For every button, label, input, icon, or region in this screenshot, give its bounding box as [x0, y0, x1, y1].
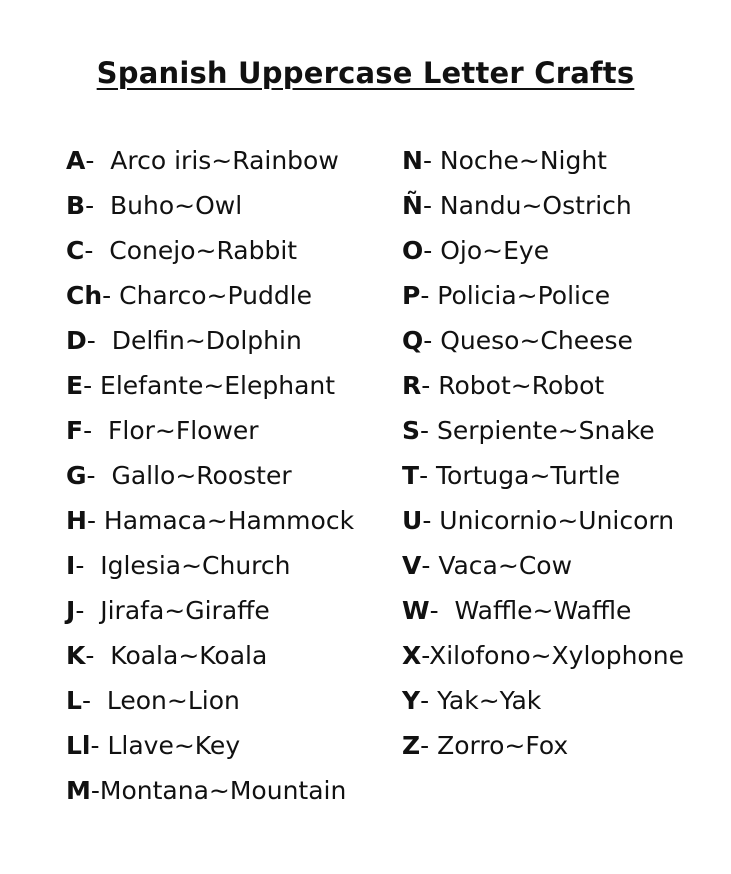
list-item-words: Waffle~Waffle [454, 596, 632, 625]
list-item [66, 142, 354, 187]
list-item-separator: - [420, 281, 438, 310]
list-item-letter: C [66, 236, 85, 265]
list-item-words: Nandu~Ostrich [439, 191, 632, 220]
list-item-separator: - [83, 371, 101, 400]
list-item-separator: - [421, 371, 439, 400]
list-item-words: Flor~Flower [108, 416, 259, 445]
list-item-words: Queso~Cheese [440, 326, 633, 355]
list-item [66, 232, 354, 277]
list-item-letter: I [66, 551, 76, 580]
list-item-words: Montana~Mountain [99, 776, 347, 805]
list-item-letter: Ch [66, 281, 103, 310]
list-item-letter: Ñ [402, 191, 423, 220]
list-item-separator: - [86, 461, 112, 490]
list-item-separator: - [423, 236, 441, 265]
list-item-separator: - [421, 641, 430, 670]
list-item-words: Leon~Lion [106, 686, 240, 715]
list-item [66, 547, 354, 592]
list-item-letter: H [66, 506, 87, 535]
page-title: Spanish Uppercase Letter Crafts [96, 56, 635, 90]
list-item-words: Koala~Koala [110, 641, 268, 670]
list-item-letter: X [402, 641, 422, 670]
list-item [402, 277, 684, 322]
list-item-separator: - [84, 236, 110, 265]
list-item-separator: - [421, 551, 439, 580]
list-item-words: Ojo~Eye [440, 236, 550, 265]
list-item [402, 232, 684, 277]
list-item-separator: - [423, 326, 441, 355]
list-item-words: Hamaca~Hammock [103, 506, 355, 535]
list-item-letter: F [66, 416, 84, 445]
list-item-words: Delfin~Dolphin [111, 326, 302, 355]
list-item-letter: W [402, 596, 430, 625]
list-item-words: Yak~Yak [437, 686, 542, 715]
list-item-words: Jirafa~Giraffe [100, 596, 270, 625]
list-item-letter: Z [402, 731, 421, 760]
list-item-letter: O [402, 236, 424, 265]
list-item-separator: - [422, 146, 440, 175]
list-item [66, 412, 354, 457]
list-item-letter: A [66, 146, 86, 175]
list-item-words: Charco~Puddle [119, 281, 313, 310]
list-item-separator: - [420, 731, 438, 760]
list-item [402, 367, 684, 412]
list-item-letter: R [402, 371, 422, 400]
list-item-words: Conejo~Rabbit [109, 236, 298, 265]
list-item [66, 457, 354, 502]
list-item [402, 187, 684, 232]
list-item [402, 502, 684, 547]
list-item-letter: S [402, 416, 421, 445]
list-item-letter: J [66, 596, 76, 625]
list-item [402, 727, 684, 772]
list-item [66, 367, 354, 412]
list-item-separator: - [75, 596, 101, 625]
list-item-words: Unicornio~Unicorn [439, 506, 675, 535]
list-item [66, 772, 354, 817]
list-item [402, 682, 684, 727]
list-item-separator: - [85, 191, 110, 220]
list-item-separator: - [85, 641, 111, 670]
list-item-letter: L [66, 686, 82, 715]
list-item [66, 502, 354, 547]
list-item-separator: - [86, 326, 112, 355]
list-item [402, 637, 684, 682]
list-item-separator: - [422, 506, 440, 535]
list-item [66, 727, 354, 772]
list-item-words: Elefante~Elephant [100, 371, 336, 400]
list-item-separator: - [420, 416, 437, 445]
list-item [66, 322, 354, 367]
list-item [402, 142, 684, 187]
list-item-words: Tortuga~Turtle [436, 461, 621, 490]
list-item-words: Gallo~Rooster [111, 461, 292, 490]
list-item-words: Iglesia~Church [100, 551, 291, 580]
list-item [402, 592, 684, 637]
list-item-letter: D [66, 326, 87, 355]
list-item [402, 457, 684, 502]
list-item-letter: N [402, 146, 423, 175]
list-item-letter: K [66, 641, 86, 670]
list-item-words: Serpiente~Snake [436, 416, 655, 445]
list-item-words: Vaca~Cow [438, 551, 573, 580]
left-column [66, 142, 354, 817]
list-item-letter: T [402, 461, 420, 490]
list-item-words: Arco iris~Rainbow [110, 146, 339, 175]
list-item-letter: U [402, 506, 423, 535]
list-item-letter: Ll [66, 731, 91, 760]
list-item-words: Zorro~Fox [437, 731, 569, 760]
list-item [66, 637, 354, 682]
list-item-letter: Y [402, 686, 421, 715]
list-item-separator: - [422, 191, 440, 220]
list-item-letter: M [66, 776, 91, 805]
list-item [66, 592, 354, 637]
right-column [402, 142, 684, 772]
list-item-separator: - [429, 596, 455, 625]
list-item-letter: V [402, 551, 422, 580]
list-item-separator: - [420, 686, 438, 715]
list-item-separator: - [102, 281, 120, 310]
list-item-words: Buho~Owl [109, 191, 243, 220]
list-item-letter: Q [402, 326, 424, 355]
list-item-separator: - [83, 416, 108, 445]
list-item-separator: - [419, 461, 437, 490]
list-item-letter: B [66, 191, 86, 220]
list-item-letter: E [66, 371, 84, 400]
list-item-separator: - [86, 506, 104, 535]
list-item-separator: - [90, 776, 100, 805]
list-item-separator: - [90, 731, 108, 760]
list-item-words: Llave~Key [107, 731, 241, 760]
list-item [66, 682, 354, 727]
list-item-separator: - [75, 551, 101, 580]
list-item-separator: - [85, 146, 111, 175]
list-item-letter: P [402, 281, 421, 310]
list-item-words: Noche~Night [439, 146, 607, 175]
list-item-letter: G [66, 461, 87, 490]
list-item [66, 277, 354, 322]
list-item [66, 187, 354, 232]
list-item-words: Robot~Robot [438, 371, 605, 400]
list-item [402, 322, 684, 367]
list-item-words: Xilofono~Xylophone [429, 641, 684, 670]
list-item-separator: - [81, 686, 107, 715]
list-item [402, 547, 684, 592]
list-item-words: Policia~Police [437, 281, 611, 310]
list-item [402, 412, 684, 457]
